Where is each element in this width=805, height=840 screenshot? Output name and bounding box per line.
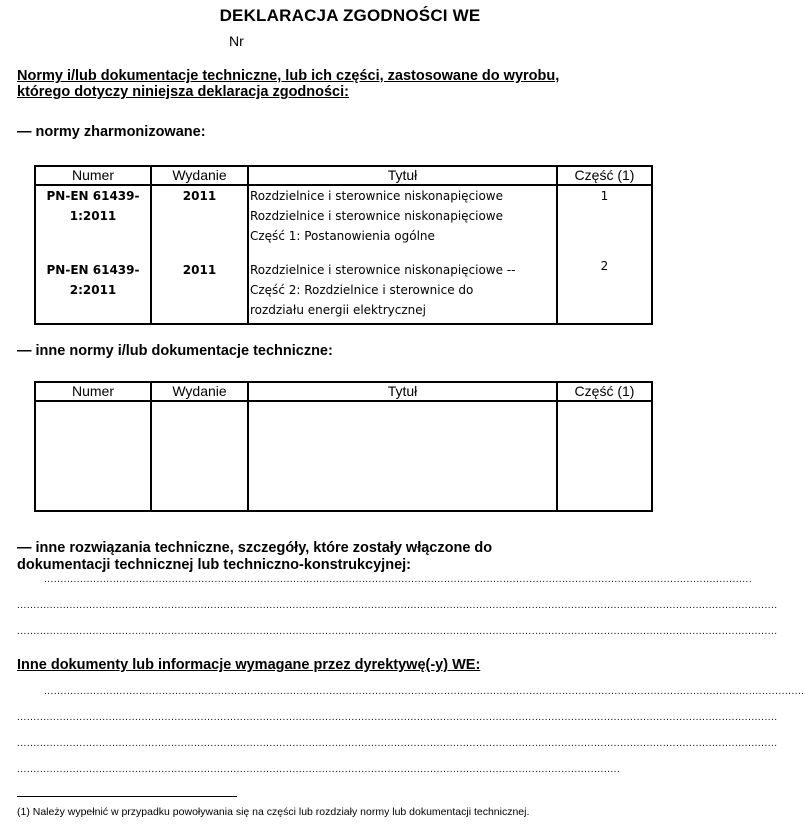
tytul-line: Rozdzielnice i sterownice niskonapięciowe -- <box>250 263 516 277</box>
wydanie-value: 2011 <box>182 189 217 203</box>
czesc-cell[interactable] <box>557 401 652 511</box>
other-solutions-line2: dokumentacji technicznej lub techniczno-konstrukcyjnej: <box>17 557 411 573</box>
col-header-tytul: Tytuł <box>248 382 557 401</box>
col-header-czesc: Część (1) <box>557 166 652 185</box>
col-header-numer: Numer <box>35 166 151 185</box>
col-header-numer: Numer <box>35 382 151 401</box>
footnote-text: (1) Należy wypełnić w przypadku powoływania się na części lub rozdziały normy lub dokumentacji technicznej. <box>17 806 530 818</box>
dotted-fill-line[interactable]: ........................................................................................................................................................................................................................ <box>44 574 753 585</box>
other-documents-heading: Inne dokumenty lub informacje wymagane przez dyrektywę(-y) WE: <box>17 657 481 673</box>
document-title: DEKLARACJA ZGODNOŚCI WE <box>219 6 481 25</box>
dotted-fill-line[interactable]: ........................................................................................................................................................................................................................................ <box>17 626 778 637</box>
numer-line: 1:2011 <box>69 209 117 223</box>
numer-line: 2:2011 <box>69 283 117 297</box>
tytul-line: Część 1: Postanowienia ogólne <box>250 229 435 243</box>
harmonized-heading: — normy zharmonizowane: <box>17 124 206 140</box>
col-header-wydanie: Wydanie <box>151 166 248 185</box>
tytul-line: Rozdzielnice i sterownice niskonapięciowe <box>250 189 504 203</box>
tytul-line: Część 2: Rozdzielnice i sterownice do <box>250 283 474 297</box>
footnote-rule <box>17 796 237 797</box>
wydanie-value: 2011 <box>182 263 217 277</box>
numer-cell <box>35 185 151 324</box>
empty-table-row <box>35 401 652 511</box>
dotted-fill-line[interactable]: ........................................................................................................................................................................................ <box>17 764 621 775</box>
col-header-wydanie: Wydanie <box>151 382 248 401</box>
czesc-cell <box>557 185 652 324</box>
other-norms-table-header <box>35 382 652 401</box>
section-intro-heading <box>17 68 559 100</box>
numer-line: PN-EN 61439- <box>46 189 140 203</box>
tytul-line: rozdziału energii elektrycznej <box>250 303 426 317</box>
harmonized-table <box>34 165 653 325</box>
czesc-value: 2 <box>600 259 609 273</box>
section-intro-line1: Normy i/lub dokumentacje techniczne, lub ich części, zastosowane do wyrobu, <box>17 68 560 84</box>
col-header-tytul: Tytuł <box>248 166 557 185</box>
tytul-line: Rozdzielnice i sterownice niskonapięciowe <box>250 209 504 223</box>
dotted-fill-line[interactable]: ........................................................................................................................................................................................................................................ <box>17 738 778 749</box>
harmonized-table-header <box>35 166 652 185</box>
table-row <box>35 185 652 324</box>
tytul-cell <box>248 185 557 324</box>
col-header-czesc: Część (1) <box>557 382 652 401</box>
other-norms-heading: — inne normy i/lub dokumentacje techniczne: <box>17 343 333 359</box>
number-label: Nr <box>229 33 244 49</box>
czesc-value: 1 <box>600 189 609 203</box>
numer-line: PN-EN 61439- <box>46 263 140 277</box>
other-solutions-line1: — inne rozwiązania techniczne, szczegóły, które zostały włączone do <box>17 540 493 556</box>
wydanie-cell <box>151 185 248 324</box>
section-intro-line2: którego dotyczy niniejsza deklaracja zgodności: <box>17 84 349 100</box>
wydanie-cell[interactable] <box>151 401 248 511</box>
tytul-cell[interactable] <box>248 401 557 511</box>
other-solutions-heading <box>17 540 492 574</box>
dotted-fill-line[interactable]: ........................................................................................................................................................................................................................................ <box>44 686 805 697</box>
numer-cell[interactable] <box>35 401 151 511</box>
dotted-fill-line[interactable]: ........................................................................................................................................................................................................................................ <box>17 712 778 723</box>
dotted-fill-line[interactable]: ........................................................................................................................................................................................................................................ <box>17 600 778 611</box>
other-norms-table <box>34 381 653 512</box>
